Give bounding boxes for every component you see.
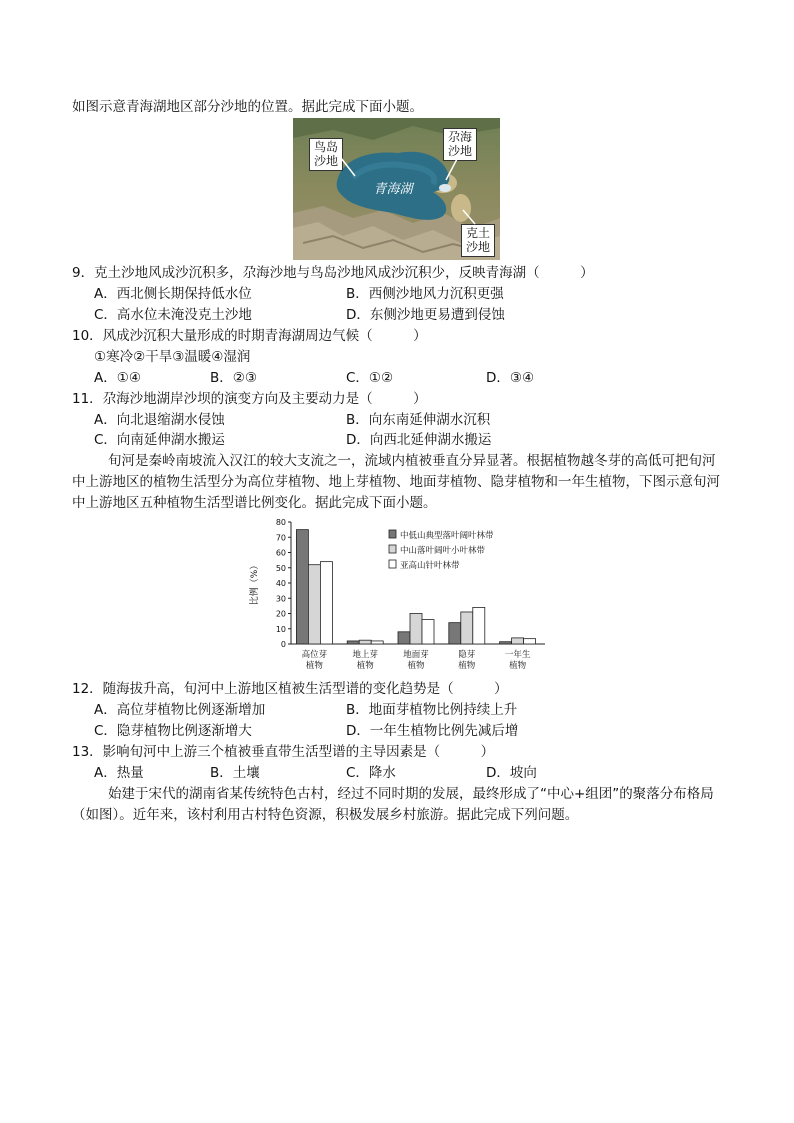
intro-text-1: 如图示意青海湖地区部分沙地的位置。据此完成下面小题。 xyxy=(72,99,423,115)
label-gahai-sand: 尕海沙地 xyxy=(443,128,477,161)
q13-option-b[interactable]: B．土壤 xyxy=(210,765,260,781)
bar xyxy=(422,620,434,644)
x-tick-label: 植物 xyxy=(509,661,527,671)
q9-option-b[interactable]: B．西侧沙地风力沉积更强 xyxy=(346,286,504,302)
q11-option-a[interactable]: A．向北退缩湖水侵蚀 xyxy=(94,412,225,428)
y-tick-label: 40 xyxy=(275,579,286,588)
q11-option-d[interactable]: D．向西北延伸湖水搬运 xyxy=(346,432,492,448)
intro-text-2: 旬河是秦岭南坡流入汉江的较大支流之一，流域内植被垂直分异显著。根据植物越冬芽的高低可把旬河中上游地区的植物生活型分为高位芽植物、地上芽植物、地面芽植物、隐芽植物和一年生植物，下图示意旬河中上游地区五种植物生活型谱比例变化。据此完成下面小题。 xyxy=(72,453,720,511)
legend-swatch xyxy=(389,560,396,568)
y-tick-label: 60 xyxy=(275,548,286,558)
bar xyxy=(449,623,461,644)
label-niaodao-sand: 鸟岛沙地 xyxy=(309,138,343,171)
bar xyxy=(410,614,422,645)
y-tick-label: 70 xyxy=(275,533,286,543)
y-tick-label: 50 xyxy=(275,563,286,573)
bar xyxy=(512,638,524,644)
x-tick-label: 植物 xyxy=(305,661,323,671)
bar xyxy=(398,632,410,644)
q13-option-c[interactable]: C．降水 xyxy=(346,765,396,781)
bar xyxy=(371,641,383,644)
bar xyxy=(500,642,512,644)
legend-swatch xyxy=(389,545,396,553)
y-tick-label: 20 xyxy=(275,609,286,619)
y-axis-label: 比例（%） xyxy=(250,560,260,606)
x-tick-label: 植物 xyxy=(356,661,374,671)
question-11-stem: 11．尕海沙地湖岸沙坝的演变方向及主要动力是（ ） xyxy=(72,391,427,407)
bar xyxy=(347,641,359,644)
x-tick-label: 一年生 xyxy=(504,650,531,660)
q12-option-d[interactable]: D．一年生植物比例先减后增 xyxy=(346,723,519,739)
q12-option-b[interactable]: B．地面芽植物比例持续上升 xyxy=(346,702,518,718)
legend-label: 中山落叶阔叶小叶林带 xyxy=(400,546,486,556)
bar xyxy=(473,607,485,644)
qinghai-lake-map xyxy=(293,118,500,260)
y-tick-label: 10 xyxy=(275,624,286,634)
q9-option-a[interactable]: A．西北侧长期保持低水位 xyxy=(94,286,252,302)
q13-option-d[interactable]: D．坡向 xyxy=(486,765,537,781)
bar xyxy=(296,530,308,644)
legend-label: 中低山典型落叶阔叶林带 xyxy=(400,531,494,541)
q11-option-b[interactable]: B．向东南延伸湖水沉积 xyxy=(346,412,491,428)
q12-option-c[interactable]: C．隐芽植物比例逐渐增大 xyxy=(94,723,252,739)
x-tick-label: 植物 xyxy=(458,661,476,671)
question-12-stem: 12．随海拔升高，旬河中上游地区植被生活型谱的变化趋势是（ ） xyxy=(72,681,508,697)
bar xyxy=(359,640,371,644)
bar xyxy=(308,565,320,644)
q12-option-a[interactable]: A．高位芽植物比例逐渐增加 xyxy=(94,702,266,718)
q10-option-d[interactable]: D．③④ xyxy=(486,370,535,386)
x-tick-label: 地面芽 xyxy=(403,650,429,660)
x-tick-label: 隐芽 xyxy=(458,650,476,660)
question-10-stem: 10．风成沙沉积大量形成的时期青海湖周边气候（ ） xyxy=(72,328,427,344)
legend-swatch xyxy=(389,530,396,538)
lake-label: 青海湖 xyxy=(373,182,413,197)
x-tick-label: 植物 xyxy=(407,661,425,671)
q10-option-c[interactable]: C．①② xyxy=(346,370,394,386)
y-tick-label: 0 xyxy=(280,640,286,649)
x-tick-label: 地上芽 xyxy=(352,650,378,660)
x-tick-label: 高位芽 xyxy=(301,650,328,660)
y-tick-label: 80 xyxy=(275,518,286,527)
intro-text-3: 始建于宋代的湖南省某传统特色古村，经过不同时期的发展，最终形成了“中心+组团”的聚落分布格局（如图）。近年来，该村利用古村特色资源，积极发展乡村旅游。据此完成下列问题。 xyxy=(72,786,714,823)
q9-option-d[interactable]: D．东侧沙地更易遭到侵蚀 xyxy=(346,307,505,323)
label-ketu-sand: 克土沙地 xyxy=(461,224,495,257)
q13-option-a[interactable]: A．热量 xyxy=(94,765,144,781)
bar xyxy=(524,639,536,644)
legend-label: 亚高山针叶林带 xyxy=(400,561,460,571)
bar xyxy=(461,612,473,644)
q11-option-c[interactable]: C．向南延伸湖水搬运 xyxy=(94,432,225,448)
q9-option-c[interactable]: C．高水位未淹没克土沙地 xyxy=(94,307,252,323)
y-tick-label: 30 xyxy=(275,594,286,604)
question-13-stem: 13．影响旬河中上游三个植被垂直带生活型谱的主导因素是（ ） xyxy=(72,744,495,760)
q10-option-b[interactable]: B．②③ xyxy=(210,370,257,386)
q10-sub-choices: ①寒冷②干旱③温暖④湿润 xyxy=(94,349,251,365)
q10-option-a[interactable]: A．①④ xyxy=(94,370,141,386)
life-form-spectrum-chart xyxy=(245,514,550,679)
bar xyxy=(320,562,332,644)
question-9-stem: 9．克土沙地风成沙沉积多，尕海沙地与鸟岛沙地风成沙沉积少，反映青海湖（ ） xyxy=(72,265,594,281)
